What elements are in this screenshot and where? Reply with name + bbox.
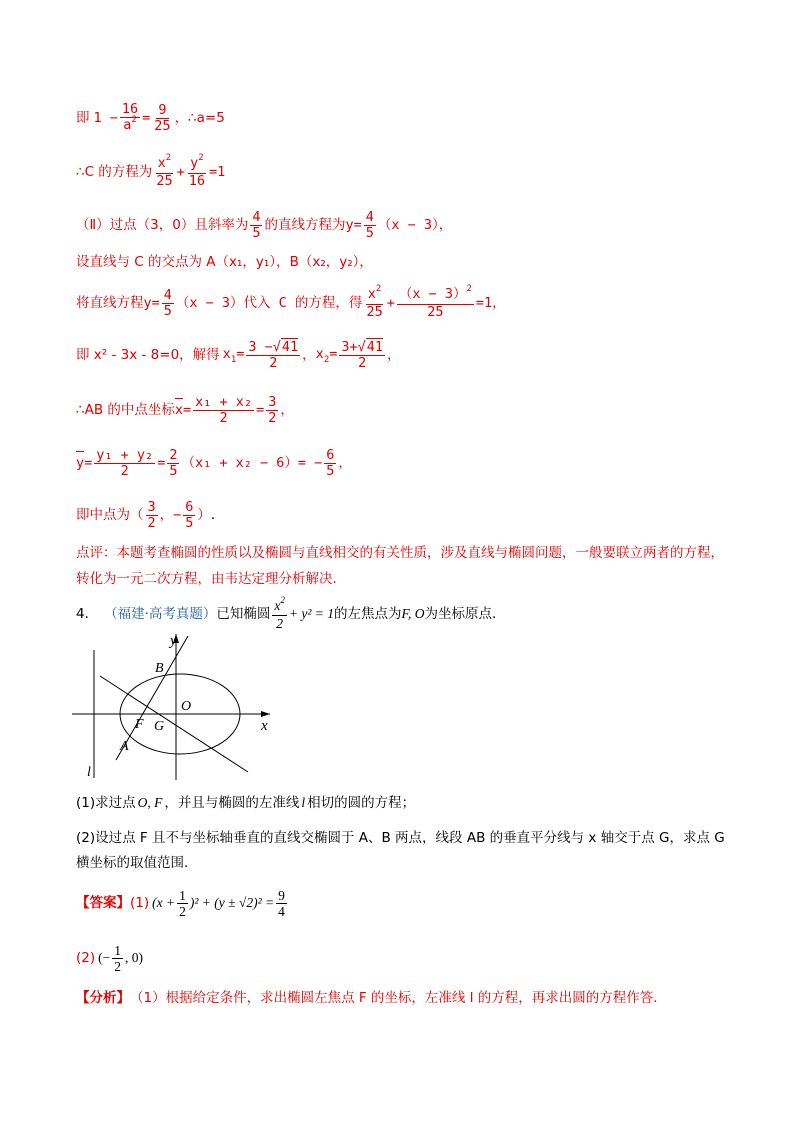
n: y (190, 154, 199, 171)
n: x (274, 597, 281, 613)
text: =1， (475, 295, 506, 311)
question-part-1 (76, 793, 730, 813)
text: （x − 3）， (377, 217, 453, 233)
denominator: 5 (252, 224, 261, 241)
den-exp: 2 (131, 114, 137, 125)
answer-2 (76, 938, 730, 978)
numerator: 3 (147, 498, 156, 515)
text: 相切的圆的方程； (307, 795, 416, 811)
text: （Ⅱ）过点（3，0）且斜率为 (76, 217, 249, 233)
label-l: l (87, 765, 91, 780)
paren: （ (130, 507, 144, 523)
equals: = (183, 402, 192, 418)
den-base: a (123, 116, 132, 133)
numerator (272, 594, 287, 616)
text: 已知椭圆 (216, 606, 271, 622)
denominator: 2 (276, 615, 284, 631)
numerator: 6 (185, 498, 194, 515)
fraction (397, 283, 474, 320)
numerator: 3+√41 (341, 338, 384, 355)
text: 即 (76, 110, 90, 126)
denominator: 25 (427, 303, 444, 320)
radicand: 41 (366, 338, 384, 355)
comment-text: 点评：本题考查椭圆的性质以及椭圆与直线相交的有关性质，涉及直线与椭圆问题，一般要联立两者的方程，转化为一元二次方程，由韦达定理分析解决． (76, 545, 724, 587)
roots (76, 335, 730, 375)
question-4-stem (76, 594, 730, 634)
comment-paragraph (76, 540, 730, 592)
sub: 2 (323, 355, 330, 365)
numerator (397, 283, 474, 305)
equals: = (236, 346, 245, 362)
denominator: 5 (185, 514, 194, 531)
y-bar: y (76, 455, 85, 471)
math-text: )² + (y ± √2)² = (189, 895, 275, 910)
math-text: (− (98, 950, 111, 965)
text: =1 (208, 164, 226, 180)
denominator: 5 (169, 462, 178, 479)
numerator (188, 152, 206, 174)
fraction (152, 103, 172, 134)
numerator: 4 (252, 208, 261, 225)
answer-1 (76, 883, 730, 923)
fraction (187, 152, 207, 189)
x2 (316, 344, 338, 366)
denominator: 4 (278, 903, 285, 919)
exp: 2 (466, 283, 472, 294)
text: ∴C 的方程为 (76, 164, 153, 180)
question-number: 4． (76, 606, 99, 622)
fraction (339, 340, 385, 371)
denominator: 2 (219, 409, 228, 426)
label-y: y (170, 633, 177, 649)
question-source: （福建·高考真题） (104, 606, 217, 622)
denominator: 2 (358, 354, 367, 371)
x1 (223, 344, 245, 366)
text: (1)求过点 (76, 795, 136, 811)
intersection-points (76, 252, 730, 272)
text: 的左焦点为 (334, 606, 402, 622)
n: 3+ (341, 338, 358, 355)
equals: = (157, 455, 166, 471)
text: ， (387, 347, 401, 363)
label-b: B (155, 661, 164, 676)
separator: ， (302, 347, 316, 363)
text: 即中点为 (76, 507, 130, 523)
n: （x − 3） (398, 285, 467, 302)
text: ， (338, 455, 352, 471)
exp: 2 (280, 594, 285, 605)
x-bar: x (174, 402, 184, 418)
text: 设直线与 C 的交点为 A（x₁，y₁），B（x₂，y₂）， (76, 254, 373, 270)
analysis-text: （1）根据给定条件，求出椭圆左焦点 F 的坐标，左准线 l 的方程，再求出圆的方程作答. (130, 990, 658, 1006)
numerator: 9 (158, 101, 167, 118)
numerator: 1 (179, 887, 186, 903)
fraction (364, 210, 376, 241)
numerator: 9 (278, 887, 285, 903)
denominator: 2 (268, 409, 277, 426)
numerator: x₁ + x₂ (195, 393, 253, 410)
x-axis-arrow (261, 711, 270, 717)
n: x (367, 285, 376, 302)
fraction (276, 888, 287, 919)
equals: = (329, 346, 338, 362)
fraction (246, 340, 300, 371)
fraction (177, 888, 188, 919)
n: x (157, 154, 166, 171)
text: ． (210, 507, 225, 523)
fraction (167, 448, 179, 479)
x: x (222, 346, 231, 362)
numerator: 3 (268, 393, 277, 410)
label-g: G (154, 719, 165, 734)
fraction (112, 943, 123, 974)
label-a: A (120, 739, 129, 754)
question-part-2-line-1 (76, 828, 730, 848)
text: ∴AB 的中点坐标 (76, 402, 175, 418)
midpoint-result (76, 495, 730, 535)
math-text: + y² = 1 (288, 606, 335, 621)
numerator: 4 (163, 286, 172, 303)
fraction (146, 500, 158, 531)
exp: 2 (165, 152, 172, 163)
line-equation (76, 205, 730, 245)
denominator: 5 (365, 224, 374, 241)
denominator: 2 (120, 462, 129, 479)
math-text: 1 − (93, 110, 118, 126)
text: ， (280, 402, 294, 418)
math-text: (x + (152, 895, 176, 910)
paren: ） (197, 507, 211, 523)
fraction (94, 448, 155, 479)
separator: ，− (159, 507, 182, 523)
step-a-value (76, 98, 730, 138)
denominator: 25 (154, 117, 171, 134)
text: 即 x² - 3x - 8=0，解得 (76, 347, 220, 363)
equals: = (142, 110, 151, 126)
numerator: 3 −√41 (248, 338, 299, 355)
substitution (76, 283, 730, 323)
analysis (76, 988, 730, 1008)
fraction (193, 395, 254, 426)
midpoint-y (76, 443, 730, 483)
math-text: y= (143, 295, 160, 311)
text: ，∴a=5 (174, 110, 225, 126)
question-part-2-line-2 (76, 853, 730, 873)
denominator: 5 (326, 462, 335, 479)
analysis-tag: 【分析】 (76, 990, 130, 1006)
denominator: 2 (269, 354, 278, 371)
label-o: O (181, 699, 192, 714)
denominator: 25 (156, 172, 173, 189)
plus: + (176, 164, 185, 180)
equals: = (256, 402, 265, 418)
answer-part: (2) (76, 950, 96, 966)
sub: 1 (230, 355, 237, 365)
text: 为坐标原点. (424, 606, 497, 622)
numerator: 1 (114, 942, 121, 958)
label-x: x (261, 718, 268, 734)
denominator: 25 (366, 303, 383, 320)
text: ，并且与椭圆的左准线 (164, 795, 300, 811)
numerator (156, 152, 174, 174)
text: （x₁ + x₂ − 6）= − (181, 455, 323, 471)
numerator: 4 (365, 208, 374, 225)
ellipse-diagram (70, 632, 280, 782)
denominator: 5 (163, 302, 172, 319)
math-text: , 0) (124, 950, 143, 965)
math-text: F, O (401, 606, 425, 621)
denominator: 16 (188, 172, 205, 189)
denominator (121, 114, 139, 135)
fraction (183, 500, 195, 531)
text: 横坐标的取值范围. (76, 855, 189, 871)
n: 3 − (248, 338, 273, 355)
text: （x − 3）代入 C 的方程，得 (175, 295, 363, 311)
exp: 2 (375, 283, 382, 294)
radicand: 41 (281, 338, 299, 355)
numerator: y₁ + y₂ (96, 446, 154, 463)
numerator: 2 (169, 446, 178, 463)
fraction (266, 395, 278, 426)
answer-part: (1) (130, 895, 150, 911)
label-f: F (135, 717, 144, 732)
midpoint-x (76, 390, 730, 430)
denominator: 2 (179, 903, 186, 919)
fraction (120, 102, 140, 135)
plus: + (386, 295, 395, 311)
math-text: O, F (137, 795, 163, 810)
numerator (366, 283, 384, 305)
text: (2)设过点 F 且不与坐标轴垂直的直线交椭圆于 A、B 两点，线段 AB 的垂直平分线与 x 轴交于点 G，求点 G (76, 830, 725, 846)
ellipse-equation (76, 152, 730, 192)
equals: = (84, 455, 93, 471)
fraction (162, 288, 174, 319)
answer-tag: 【答案】 (76, 895, 130, 911)
text: 将直线方程 (76, 295, 144, 311)
math-text: y= (345, 217, 362, 233)
denominator: 2 (147, 514, 156, 531)
fraction (324, 448, 336, 479)
numerator: 6 (326, 446, 335, 463)
fraction (272, 594, 287, 631)
fraction (364, 283, 384, 320)
numerator: 16 (121, 100, 139, 117)
denominator: 2 (114, 958, 121, 974)
fraction (250, 210, 262, 241)
math-text: l (301, 795, 306, 810)
text: 的直线方程为 (264, 217, 346, 233)
fraction (154, 152, 174, 189)
exp: 2 (198, 152, 204, 163)
x: x (315, 346, 324, 362)
